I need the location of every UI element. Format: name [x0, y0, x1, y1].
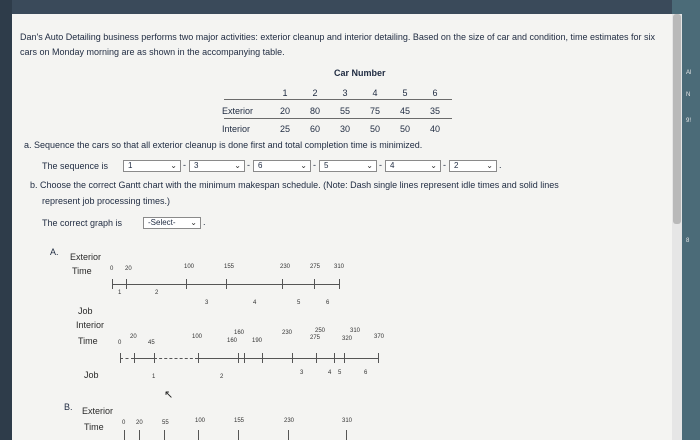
tick	[164, 430, 165, 440]
dash-separator: -	[247, 160, 250, 170]
tick	[288, 430, 289, 440]
table-cell: 75	[369, 106, 380, 116]
tick	[139, 430, 140, 440]
tick	[346, 430, 347, 440]
tick	[344, 353, 345, 363]
tick-label: 230	[280, 264, 291, 270]
chevron-down-icon: ⌄	[300, 161, 307, 170]
sequence-select-3[interactable]: 6 ⌄	[253, 160, 311, 172]
table-cell: 80	[309, 106, 320, 116]
job-label: Job	[84, 370, 99, 380]
option-b-letter[interactable]: B.	[64, 402, 73, 412]
tick-label: 0	[110, 266, 114, 272]
tick-label: 155	[224, 264, 235, 270]
tick-label: 250	[315, 328, 326, 334]
table-title: Car Number	[334, 68, 386, 78]
tick-label: 370	[374, 334, 385, 340]
problem-intro: Dan's Auto Detailing business performs two major activities: exterior cleanup and interior detailing. Based on the size of car and condition, time estimates for six cars on Monday morning are as shown in the accompanying table.	[20, 32, 656, 57]
question-b-line2: represent job processing times.)	[42, 196, 171, 206]
tick	[378, 353, 379, 363]
tick	[112, 279, 113, 289]
right-edge-text: 9!	[686, 118, 692, 124]
time-label: Time	[78, 336, 98, 346]
table-cell: 40	[429, 124, 440, 134]
col-header: 1	[282, 88, 288, 98]
col-header: 5	[402, 88, 408, 98]
job-number: 3	[205, 300, 209, 306]
table-cell: 50	[399, 124, 410, 134]
job-number: 6	[364, 370, 368, 376]
table-cell: 20	[279, 106, 290, 116]
option-a-letter[interactable]: A.	[50, 247, 59, 257]
table-divider	[224, 99, 452, 100]
sequence-select-2[interactable]: 3 ⌄	[189, 160, 245, 172]
tick-label: 20	[136, 420, 143, 426]
tick-label: 190	[252, 338, 263, 344]
job-number: 5	[338, 370, 342, 376]
tick-label: 100	[195, 418, 206, 424]
table-cell: 25	[279, 124, 290, 134]
tick-label: 155	[234, 418, 245, 424]
period: .	[499, 160, 502, 170]
col-header: 6	[432, 88, 438, 98]
right-edge-text: Al	[686, 70, 692, 76]
tick	[154, 353, 155, 363]
table-cell: 50	[369, 124, 380, 134]
tick	[226, 279, 227, 289]
job-number: 2	[155, 290, 159, 296]
job-number: 1	[152, 374, 156, 380]
tick	[282, 279, 283, 289]
tick	[186, 279, 187, 289]
question-sheet	[12, 14, 672, 440]
sequence-select-4[interactable]: 5 ⌄	[319, 160, 377, 172]
row-label: Interior	[222, 124, 251, 134]
chevron-down-icon: ⌄	[190, 218, 197, 227]
tick	[120, 353, 121, 363]
sequence-select-5[interactable]: 4 ⌄	[385, 160, 441, 172]
table-cell: 55	[339, 106, 350, 116]
interior-label: Interior	[76, 320, 105, 330]
tick-label: 100	[192, 334, 203, 340]
idle-dash	[154, 358, 198, 359]
table-cell: 30	[339, 124, 350, 134]
tick-label: 160	[234, 330, 245, 336]
tick	[126, 279, 127, 289]
tick-label: 0	[118, 340, 122, 346]
tick	[134, 353, 135, 363]
tick	[292, 353, 293, 363]
vertical-scrollbar[interactable]	[672, 14, 682, 440]
sequence-select-1[interactable]: 1 ⌄	[123, 160, 181, 172]
tick-label: 55	[162, 420, 169, 426]
tick-label: 160	[227, 338, 238, 344]
job-number: 6	[326, 300, 330, 306]
tick-label: 310	[334, 264, 345, 270]
tick	[198, 430, 199, 440]
chevron-down-icon: ⌄	[486, 161, 493, 170]
time-label: Time	[84, 422, 104, 432]
sequence-label: The sequence is	[42, 161, 109, 171]
job-number: 4	[328, 370, 332, 376]
tick-label: 310	[350, 328, 361, 334]
question-b-line1: b. Choose the correct Gantt chart with the minimum makespan schedule. (Note: Dash single lines represent idle times and solid lines	[30, 180, 559, 190]
tick	[316, 353, 317, 363]
question-a: a. Sequence the cars so that all exterior cleanup is done first and total completion time is minimized.	[24, 140, 423, 150]
col-header: 2	[312, 88, 318, 98]
tick-label: 310	[342, 418, 353, 424]
right-edge-text: N	[686, 92, 691, 98]
tick-label: 230	[282, 330, 293, 336]
period: .	[203, 217, 206, 227]
tick	[124, 430, 125, 440]
time-label: Time	[72, 266, 92, 276]
interior-axis	[134, 358, 154, 359]
tick-label: 275	[310, 264, 321, 270]
dash-separator: -	[443, 160, 446, 170]
tick	[244, 353, 245, 363]
col-header: 4	[372, 88, 378, 98]
tick-label: 45	[148, 340, 155, 346]
tick-label: 230	[284, 418, 295, 424]
tick-label: 0	[122, 420, 126, 426]
table-cell: 45	[399, 106, 410, 116]
chevron-down-icon: ⌄	[430, 161, 437, 170]
right-edge-text: 8	[686, 238, 690, 244]
tick	[198, 353, 199, 363]
tick	[339, 279, 340, 289]
chevron-down-icon: ⌄	[366, 161, 373, 170]
job-number: 5	[297, 300, 301, 306]
job-label: Job	[78, 306, 93, 316]
tick-label: 320	[342, 336, 353, 342]
dash-separator: -	[313, 160, 316, 170]
job-number: 1	[118, 290, 122, 296]
table-divider	[224, 118, 452, 119]
dash-separator: -	[183, 160, 186, 170]
interior-axis	[198, 358, 378, 359]
table-cell: 35	[429, 106, 440, 116]
col-header: 3	[342, 88, 348, 98]
tick	[238, 430, 239, 440]
tick	[314, 279, 315, 289]
chevron-down-icon: ⌄	[170, 161, 177, 170]
mouse-cursor-icon: ↖	[164, 389, 174, 401]
sequence-select-6[interactable]: 2 ⌄	[449, 160, 497, 172]
tick-label: 20	[130, 334, 137, 340]
tick	[262, 353, 263, 363]
job-number: 4	[253, 300, 257, 306]
table-cell: 60	[309, 124, 320, 134]
graph-select[interactable]: -Select- ⌄	[143, 217, 201, 229]
tick-label: 275	[310, 335, 321, 341]
idle-dash	[120, 358, 134, 359]
tick	[334, 353, 335, 363]
exterior-label: Exterior	[70, 252, 102, 262]
desktop-left-edge	[0, 0, 12, 440]
job-number: 2	[220, 374, 224, 380]
row-label: Exterior	[222, 106, 254, 116]
scrollbar-thumb[interactable]	[673, 14, 681, 224]
chevron-down-icon: ⌄	[234, 161, 241, 170]
dash-separator: -	[379, 160, 382, 170]
tick-label: 20	[125, 266, 132, 272]
graph-label: The correct graph is	[42, 218, 123, 228]
job-number: 3	[300, 370, 304, 376]
tick-label: 100	[184, 264, 195, 270]
tick	[238, 353, 239, 363]
exterior-label: Exterior	[82, 406, 114, 416]
